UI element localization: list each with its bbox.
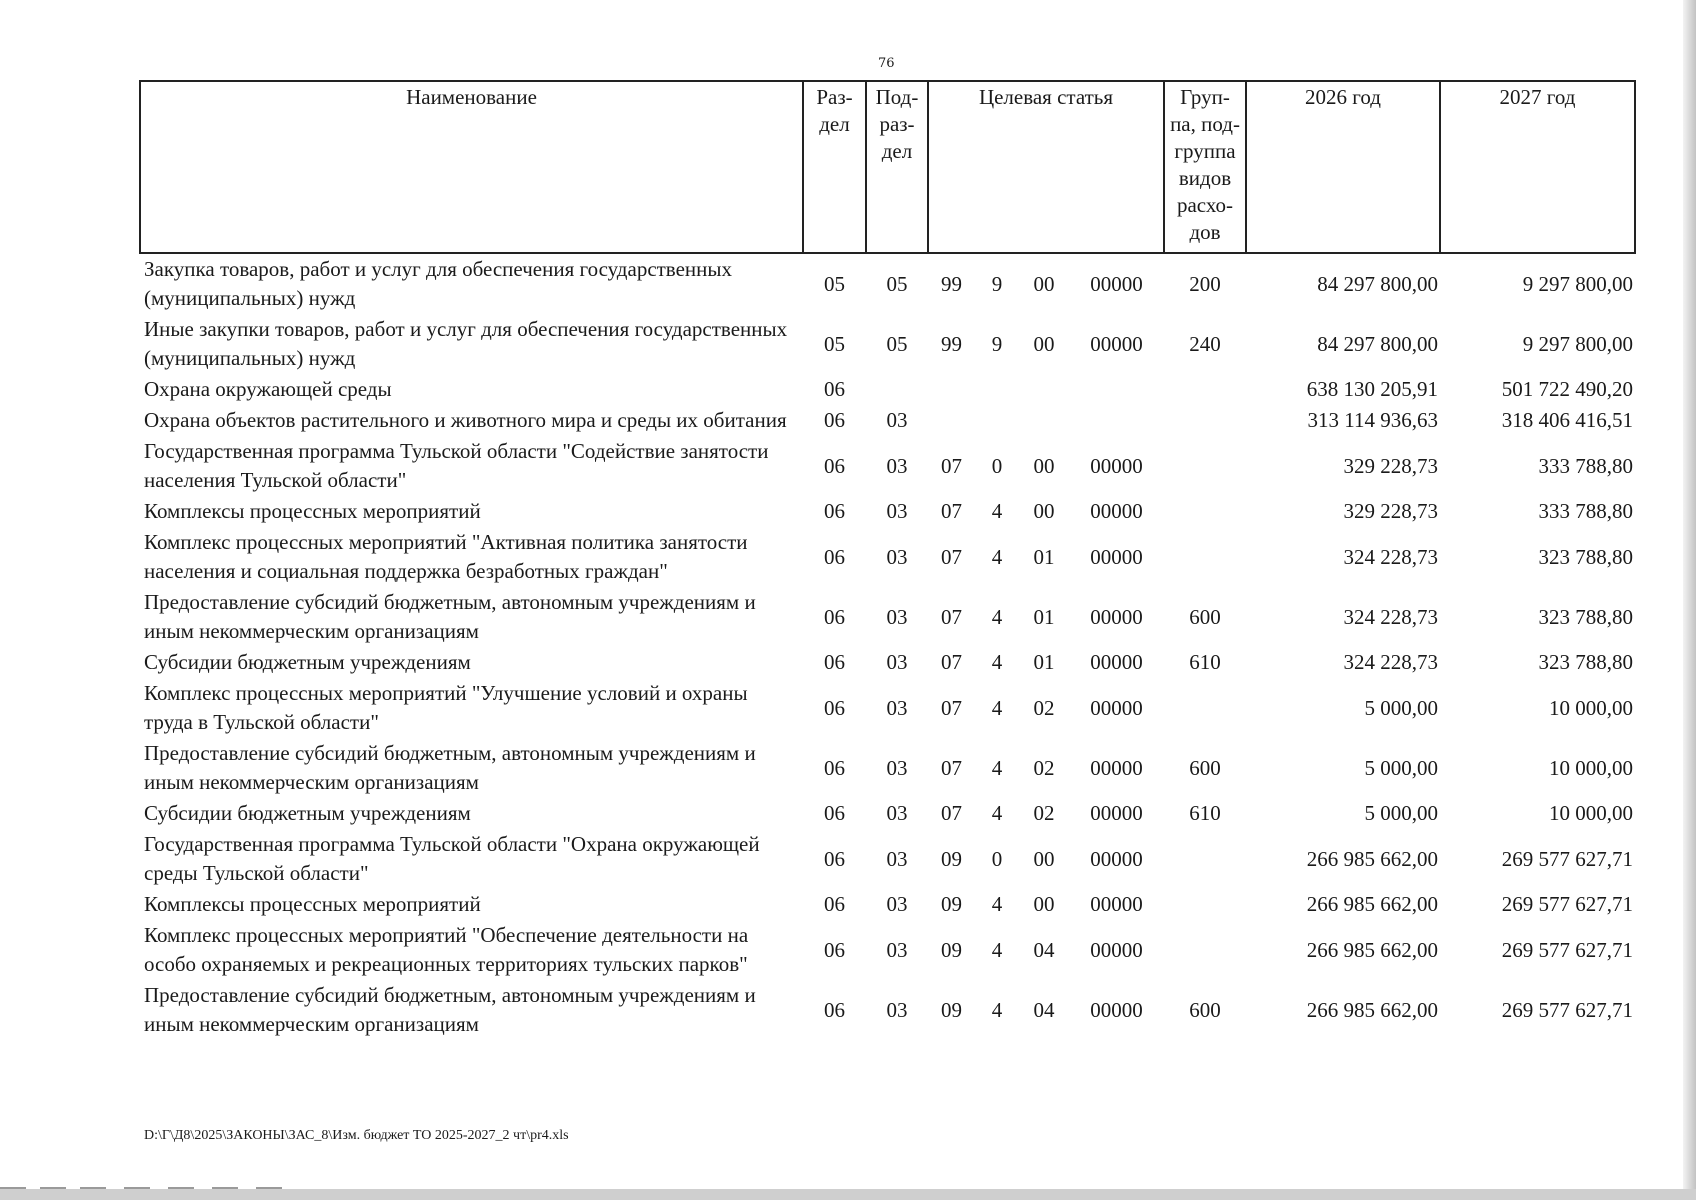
- header-year-2026: 2026 год: [1246, 81, 1440, 253]
- row-vid-raskhodov: 600: [1189, 997, 1221, 1022]
- row-ts-direction: 00000: [1090, 453, 1143, 478]
- row-amount-2027: 9 297 800,00: [1522, 331, 1633, 356]
- row-ts-program: 09: [941, 937, 962, 962]
- row-amount-2026: 638 130 205,91: [1306, 377, 1438, 401]
- row-name: Субсидии бюджетным учреждениям: [144, 801, 471, 825]
- file-path-footer: D:\Г\Д8\2025\ЗАКОНЫ\ЗАС_8\Изм. бюджет ТО 2025-2027_2 чт\pr4.xls: [144, 1128, 569, 1143]
- row-amount-2027: 10 000,00: [1549, 755, 1633, 780]
- row-ts-program: 07: [941, 755, 962, 780]
- page-number: 76: [878, 56, 895, 71]
- row-razdel: 06: [824, 453, 845, 478]
- row-name: Предоставление субсидий бюджетным, автономным учреждениям и иным некоммерческим организациям: [144, 741, 756, 794]
- row-podrazdel: 03: [886, 604, 908, 629]
- row-podrazdel: 05: [886, 331, 908, 356]
- row-amount-2027: 333 788,80: [1538, 453, 1633, 478]
- row-ts-program: 09: [941, 846, 962, 871]
- row-amount-2026: 329 228,73: [1343, 499, 1438, 523]
- row-amount-2027: 269 577 627,71: [1501, 937, 1633, 962]
- row-vid-raskhodov: [1164, 920, 1246, 980]
- row-ts-type: 9: [991, 331, 1003, 356]
- row-ts-element: 00: [1033, 846, 1055, 871]
- row-name: Предоставление субсидий бюджетным, автономным учреждениям и иным некоммерческим организациям: [144, 590, 756, 643]
- row-podrazdel: 03: [886, 695, 908, 720]
- row-name: Комплексы процессных мероприятий: [144, 499, 481, 523]
- row-name: Комплекс процессных мероприятий "Улучшение условий и охраны труда в Тульской области": [144, 681, 748, 734]
- row-podrazdel: 03: [886, 937, 908, 962]
- table-header-row: [140, 81, 1635, 253]
- row-ts-type: 4: [991, 499, 1003, 523]
- table-row: [140, 527, 1635, 587]
- row-amount-2026: 324 228,73: [1343, 544, 1438, 569]
- row-ts-element: 00: [1033, 892, 1055, 916]
- row-amount-2027: 501 722 490,20: [1501, 377, 1633, 401]
- row-amount-2026: 84 297 800,00: [1317, 271, 1438, 296]
- row-name: Государственная программа Тульской области "Содействие занятости населения Тульской области": [144, 439, 769, 492]
- table-row: [140, 405, 1635, 436]
- row-ts-type: 4: [991, 892, 1003, 916]
- row-razdel: 06: [824, 892, 845, 916]
- row-razdel: 05: [824, 271, 845, 296]
- row-amount-2026: 324 228,73: [1343, 650, 1438, 674]
- row-amount-2027: 269 577 627,71: [1501, 846, 1633, 871]
- row-ts-direction: 00000: [1090, 997, 1143, 1022]
- row-ts-program: [928, 405, 975, 436]
- row-ts-program: 07: [941, 544, 962, 569]
- scan-artifact: [256, 1187, 282, 1189]
- row-amount-2026: 5 000,00: [1364, 755, 1438, 780]
- row-name: Охрана окружающей среды: [144, 377, 392, 401]
- row-amount-2026: 5 000,00: [1364, 695, 1438, 720]
- row-vid-raskhodov: [1164, 436, 1246, 496]
- row-razdel: 06: [824, 801, 845, 825]
- row-ts-element: 01: [1033, 604, 1055, 629]
- row-podrazdel: 03: [886, 846, 908, 871]
- row-ts-element: 02: [1033, 755, 1055, 780]
- scan-artifact: [124, 1187, 150, 1189]
- row-vid-raskhodov: [1164, 405, 1246, 436]
- row-ts-element: [1019, 405, 1069, 436]
- row-ts-element: [1019, 374, 1069, 405]
- table-row: [140, 314, 1635, 374]
- table-row: [140, 647, 1635, 678]
- row-ts-element: 04: [1033, 937, 1055, 962]
- scan-artifact: [0, 1187, 26, 1189]
- row-ts-type: [975, 374, 1019, 405]
- row-ts-program: 07: [941, 453, 962, 478]
- row-ts-element: 00: [1033, 499, 1055, 523]
- row-amount-2027: 10 000,00: [1549, 801, 1633, 825]
- row-amount-2026: 324 228,73: [1343, 604, 1438, 629]
- header-name: Наименование: [140, 81, 803, 253]
- row-ts-direction: [1069, 405, 1164, 436]
- row-ts-direction: 00000: [1090, 892, 1143, 916]
- row-ts-type: 4: [991, 755, 1003, 780]
- row-ts-type: 4: [991, 997, 1003, 1022]
- row-name: Иные закупки товаров, работ и услуг для обеспечения государственных (муниципальных) нужд: [144, 317, 788, 370]
- row-ts-program: 09: [941, 997, 962, 1022]
- header-podrazdel: Под-раз-дел: [866, 81, 928, 253]
- table-row: [140, 587, 1635, 647]
- row-ts-program: 07: [941, 650, 962, 674]
- row-amount-2026: 313 114 936,63: [1307, 408, 1438, 432]
- row-razdel: 06: [824, 650, 845, 674]
- scan-edge-bottom: [0, 1189, 1696, 1200]
- row-amount-2027: 323 788,80: [1538, 650, 1633, 674]
- table-row: [140, 738, 1635, 798]
- header-gruppa-vidov-raskhodov: Груп-па, под-группа видов расхо-дов: [1164, 81, 1246, 253]
- table-row: [140, 496, 1635, 527]
- row-vid-raskhodov: [1164, 527, 1246, 587]
- row-vid-raskhodov: [1164, 374, 1246, 405]
- row-amount-2027: 269 577 627,71: [1501, 892, 1633, 916]
- table-row: [140, 980, 1635, 1040]
- table-row: [140, 253, 1635, 314]
- row-ts-direction: 00000: [1090, 604, 1143, 629]
- scan-artifact: [212, 1187, 238, 1189]
- row-ts-program: 09: [941, 892, 962, 916]
- row-amount-2027: 323 788,80: [1538, 544, 1633, 569]
- row-ts-element: 02: [1033, 695, 1055, 720]
- table-row: [140, 678, 1635, 738]
- row-ts-program: 07: [941, 695, 962, 720]
- row-razdel: 06: [824, 604, 845, 629]
- row-podrazdel: 03: [886, 408, 908, 432]
- row-ts-direction: 00000: [1090, 846, 1143, 871]
- row-vid-raskhodov: [1164, 678, 1246, 738]
- table-row: [140, 436, 1635, 496]
- row-ts-type: 0: [991, 453, 1003, 478]
- row-podrazdel: 05: [886, 271, 908, 296]
- row-amount-2027: 318 406 416,51: [1501, 408, 1633, 432]
- row-vid-raskhodov: 610: [1189, 650, 1221, 674]
- row-name: Комплекс процессных мероприятий "Активная политика занятости населения и социальная поддержка безработных граждан": [144, 530, 748, 583]
- row-razdel: 06: [824, 755, 845, 780]
- table-row: [140, 798, 1635, 829]
- row-vid-raskhodov: [1164, 496, 1246, 527]
- row-vid-raskhodov: 600: [1189, 755, 1221, 780]
- row-razdel: 05: [824, 331, 845, 356]
- row-ts-element: 02: [1033, 801, 1055, 825]
- row-ts-element: 04: [1033, 997, 1055, 1022]
- row-ts-element: 00: [1033, 331, 1055, 356]
- row-name: Охрана объектов растительного и животного мира и среды их обитания: [144, 408, 787, 432]
- row-amount-2027: 323 788,80: [1538, 604, 1633, 629]
- row-ts-element: 01: [1033, 650, 1055, 674]
- row-ts-direction: 00000: [1090, 499, 1143, 523]
- row-ts-type: 9: [991, 271, 1003, 296]
- row-amount-2026: 266 985 662,00: [1306, 937, 1438, 962]
- row-podrazdel: 03: [886, 755, 908, 780]
- row-ts-element: 00: [1033, 271, 1055, 296]
- row-ts-element: 00: [1033, 453, 1055, 478]
- table-row: [140, 920, 1635, 980]
- row-vid-raskhodov: 610: [1189, 801, 1221, 825]
- row-ts-direction: [1069, 374, 1164, 405]
- row-podrazdel: 03: [886, 892, 908, 916]
- row-amount-2026: 329 228,73: [1343, 453, 1438, 478]
- row-amount-2027: 10 000,00: [1549, 695, 1633, 720]
- table-row: [140, 829, 1635, 889]
- row-ts-type: 4: [991, 801, 1003, 825]
- row-amount-2027: 9 297 800,00: [1522, 271, 1633, 296]
- row-ts-direction: 00000: [1090, 650, 1143, 674]
- row-vid-raskhodov: [1164, 829, 1246, 889]
- table-row: [140, 374, 1635, 405]
- row-podrazdel: 03: [886, 499, 908, 523]
- row-name: Предоставление субсидий бюджетным, автономным учреждениям и иным некоммерческим организациям: [144, 983, 756, 1036]
- row-podrazdel: 03: [886, 544, 908, 569]
- row-ts-program: 07: [941, 604, 962, 629]
- table-row: [140, 889, 1635, 920]
- budget-table: [139, 80, 1636, 1040]
- row-ts-program: 99: [941, 271, 962, 296]
- row-amount-2026: 5 000,00: [1364, 801, 1438, 825]
- row-razdel: 06: [824, 846, 845, 871]
- row-ts-direction: 00000: [1090, 695, 1143, 720]
- scan-artifact: [80, 1187, 106, 1189]
- row-podrazdel: 03: [886, 801, 908, 825]
- row-podrazdel: 03: [886, 453, 908, 478]
- row-ts-type: 4: [991, 604, 1003, 629]
- row-ts-direction: 00000: [1090, 755, 1143, 780]
- header-year-2027: 2027 год: [1440, 81, 1635, 253]
- row-name: Комплекс процессных мероприятий "Обеспечение деятельности на особо охраняемых и рекреационных территориях тульских парков": [144, 923, 749, 976]
- row-razdel: 06: [824, 377, 845, 401]
- row-ts-type: 4: [991, 544, 1003, 569]
- row-ts-program: 99: [941, 331, 962, 356]
- row-podrazdel: [866, 374, 928, 405]
- row-name: Закупка товаров, работ и услуг для обеспечения государственных (муниципальных) нужд: [144, 257, 733, 310]
- row-vid-raskhodov: 600: [1189, 604, 1221, 629]
- row-ts-direction: 00000: [1090, 801, 1143, 825]
- row-amount-2027: 269 577 627,71: [1501, 997, 1633, 1022]
- row-podrazdel: 03: [886, 650, 908, 674]
- row-name: Государственная программа Тульской области "Охрана окружающей среды Тульской области": [144, 832, 760, 885]
- row-razdel: 06: [824, 408, 845, 432]
- row-ts-direction: 00000: [1090, 331, 1143, 356]
- row-ts-type: 4: [991, 695, 1003, 720]
- row-amount-2026: 266 985 662,00: [1306, 846, 1438, 871]
- row-ts-program: 07: [941, 499, 962, 523]
- row-razdel: 06: [824, 937, 845, 962]
- row-ts-type: 4: [991, 650, 1003, 674]
- scan-edge-right: [1683, 0, 1696, 1200]
- row-podrazdel: 03: [886, 997, 908, 1022]
- row-name: Комплексы процессных мероприятий: [144, 892, 481, 916]
- row-vid-raskhodov: 240: [1189, 331, 1221, 356]
- row-vid-raskhodov: [1164, 889, 1246, 920]
- header-razdel: Раз-дел: [803, 81, 866, 253]
- row-amount-2026: 266 985 662,00: [1306, 997, 1438, 1022]
- row-amount-2026: 266 985 662,00: [1306, 892, 1438, 916]
- row-razdel: 06: [824, 544, 845, 569]
- row-ts-direction: 00000: [1090, 544, 1143, 569]
- row-ts-type: [975, 405, 1019, 436]
- row-ts-program: [928, 374, 975, 405]
- row-vid-raskhodov: 200: [1189, 271, 1221, 296]
- row-ts-direction: 00000: [1090, 271, 1143, 296]
- row-ts-program: 07: [941, 801, 962, 825]
- row-ts-type: 4: [991, 937, 1003, 962]
- row-amount-2026: 84 297 800,00: [1317, 331, 1438, 356]
- scan-artifact: [168, 1187, 194, 1189]
- header-tselevaya-statya: Целевая статья: [928, 81, 1164, 253]
- row-amount-2027: 333 788,80: [1538, 499, 1633, 523]
- row-name: Субсидии бюджетным учреждениям: [144, 650, 471, 674]
- row-razdel: 06: [824, 695, 845, 720]
- row-ts-type: 0: [991, 846, 1003, 871]
- row-ts-element: 01: [1033, 544, 1055, 569]
- row-razdel: 06: [824, 997, 845, 1022]
- row-ts-direction: 00000: [1090, 937, 1143, 962]
- row-razdel: 06: [824, 499, 845, 523]
- scan-artifact: [40, 1187, 66, 1189]
